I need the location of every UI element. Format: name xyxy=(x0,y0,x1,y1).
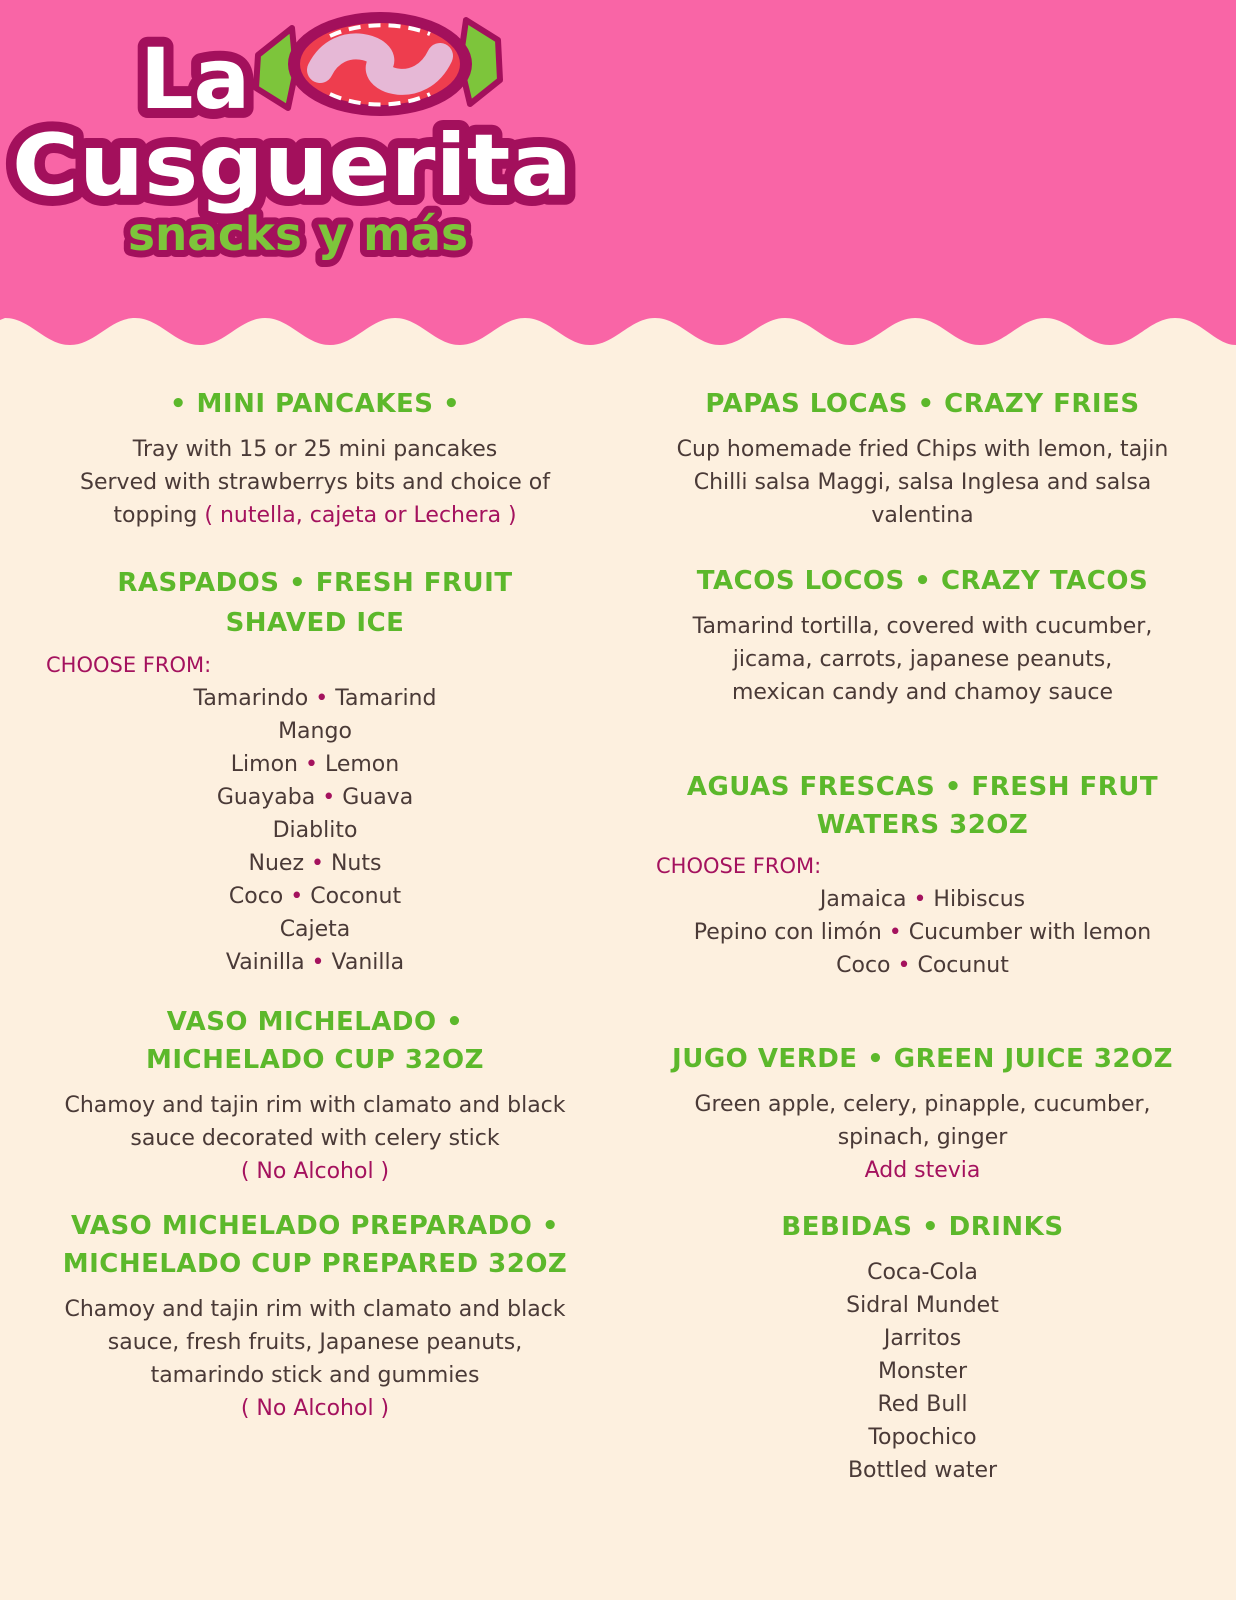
desc-line: spinach, ginger xyxy=(837,1125,1008,1150)
desc-line: valentina xyxy=(871,503,974,528)
header-banner xyxy=(0,0,1236,360)
section-description xyxy=(650,433,1195,532)
flavor-english: Lemon xyxy=(324,752,400,777)
add-stevia-note: Add stevia xyxy=(864,1158,981,1183)
section-description xyxy=(650,1088,1195,1187)
flavor-english: Vanilla xyxy=(331,950,405,975)
flavor-english: Coconut xyxy=(310,884,402,909)
flavor-spanish: Tamarindo xyxy=(193,686,309,711)
section-title xyxy=(650,768,1195,844)
list-item xyxy=(40,847,590,880)
desc-line: Tamarind tortilla, covered with cucumber, xyxy=(692,614,1153,639)
flavor-english: Guava xyxy=(342,785,414,810)
desc-line: jicama, carrots, japanese peanuts, xyxy=(732,647,1113,672)
title-line: RASPADOS • FRESH FRUIT xyxy=(117,568,513,598)
bullet-separator: • xyxy=(304,851,331,876)
section-jugo-verde xyxy=(650,1040,1195,1187)
bullet-separator: • xyxy=(297,752,325,777)
section-title: JUGO VERDE • GREEN JUICE 32OZ xyxy=(672,1044,1173,1074)
section-vaso-michelado-preparado xyxy=(40,1207,590,1425)
section-title xyxy=(40,1003,590,1079)
section-title: TACOS LOCOS • CRAZY TACOS xyxy=(696,566,1149,596)
bullet-separator: • xyxy=(881,920,909,945)
brand-tagline: snacks y más xyxy=(128,207,468,261)
flavor-spanish: Coco xyxy=(836,953,891,978)
bullet-separator: • xyxy=(308,686,336,711)
list-item xyxy=(40,748,590,781)
drink-item: Jarritos xyxy=(883,1326,962,1351)
topping-options: ( nutella, cajeta or Lechera ) xyxy=(204,503,517,528)
list-item xyxy=(650,949,1195,982)
drink-item: Coca-Cola xyxy=(867,1260,978,1285)
title-line: WATERS 32OZ xyxy=(816,810,1029,840)
list-item xyxy=(40,946,590,979)
list-item xyxy=(40,880,590,913)
title-line: SHAVED ICE xyxy=(225,608,405,638)
drink-item: Bottled water xyxy=(847,1458,998,1483)
section-bebidas xyxy=(650,1208,1195,1487)
flavor-english: Tamarind xyxy=(335,686,437,711)
section-papas-locas xyxy=(650,385,1195,532)
section-title xyxy=(40,563,590,643)
desc-line: tamarindo stick and gummies xyxy=(150,1363,480,1388)
title-line: VASO MICHELADO PREPARADO • xyxy=(70,1211,560,1241)
title-line: MICHELADO CUP 32OZ xyxy=(145,1045,484,1075)
section-vaso-michelado xyxy=(40,1003,590,1188)
title-line: VASO MICHELADO • xyxy=(166,1007,464,1037)
section-description xyxy=(40,1293,590,1425)
desc-line: mexican candy and chamoy sauce xyxy=(731,680,1114,705)
section-description xyxy=(650,610,1195,709)
desc-line: Tray with 15 or 25 mini pancakes xyxy=(132,437,498,462)
flavor-spanish: Cajeta xyxy=(279,917,351,942)
bullet-separator: • xyxy=(304,950,332,975)
flavor-spanish: Diablito xyxy=(272,818,358,843)
drink-item: Monster xyxy=(877,1359,968,1384)
list-item xyxy=(40,913,590,946)
desc-text: topping xyxy=(113,503,198,528)
flavor-spanish: Vainilla xyxy=(225,950,305,975)
drink-item: Sidral Mundet xyxy=(846,1293,999,1318)
brand-line2: Cusguerita xyxy=(12,116,572,216)
drink-item: Red Bull xyxy=(877,1392,968,1417)
desc-line: Green apple, celery, pinapple, cucumber, xyxy=(694,1092,1151,1117)
desc-line: Chamoy and tajin rim with clamato and black xyxy=(64,1093,566,1118)
desc-line xyxy=(40,499,590,532)
section-title: • MINI PANCAKES • xyxy=(169,389,461,419)
bullet-separator: • xyxy=(906,887,934,912)
flavor-spanish: Pepino con limón xyxy=(693,920,882,945)
section-raspados xyxy=(40,563,590,979)
no-alcohol-note: ( No Alcohol ) xyxy=(240,1396,390,1421)
list-item xyxy=(40,715,590,748)
desc-line: Served with strawberrys bits and choice of xyxy=(80,470,550,495)
section-mini-pancakes xyxy=(40,385,590,532)
flavor-english: Cocunut xyxy=(917,953,1009,978)
flavor-spanish: Coco xyxy=(228,884,284,909)
list-item xyxy=(650,916,1195,949)
flavor-english: Nuts xyxy=(330,851,382,876)
choose-from-label: CHOOSE FROM: xyxy=(656,854,822,878)
drinks-list xyxy=(650,1256,1195,1487)
no-alcohol-note: ( No Alcohol ) xyxy=(240,1159,390,1184)
bullet-separator: • xyxy=(283,884,311,909)
la-cusguerita-logo xyxy=(0,0,600,270)
flavor-english: Cucumber with lemon xyxy=(908,920,1152,945)
desc-line: sauce decorated with celery stick xyxy=(130,1126,500,1151)
title-line: MICHELADO CUP PREPARED 32OZ xyxy=(62,1249,568,1279)
bullet-separator: • xyxy=(315,785,343,810)
desc-line: sauce, fresh fruits, Japanese peanuts, xyxy=(107,1330,523,1355)
section-title: BEBIDAS • DRINKS xyxy=(781,1212,1064,1242)
flavor-list xyxy=(650,883,1195,982)
flavor-spanish: Mango xyxy=(278,719,352,744)
flavor-list xyxy=(40,682,590,979)
flavor-spanish: Limon xyxy=(230,752,298,777)
desc-line: Cup homemade fried Chips with lemon, tajin xyxy=(676,437,1169,462)
list-item xyxy=(40,814,590,847)
desc-line: Chamoy and tajin rim with clamato and black xyxy=(64,1297,566,1322)
section-aguas-frescas xyxy=(650,768,1195,982)
flavor-spanish: Guayaba xyxy=(216,785,316,810)
flavor-spanish: Nuez xyxy=(248,851,304,876)
list-item xyxy=(650,883,1195,916)
bullet-separator: • xyxy=(890,953,918,978)
candy-icon xyxy=(256,12,500,116)
section-description xyxy=(40,433,590,532)
flavor-english: Hibiscus xyxy=(933,887,1026,912)
section-title: PAPAS LOCAS • CRAZY FRIES xyxy=(705,389,1140,419)
choose-from-label: CHOOSE FROM: xyxy=(46,653,212,677)
title-line: AGUAS FRESCAS • FRESH FRUT xyxy=(686,772,1159,802)
flavor-spanish: Jamaica xyxy=(819,887,907,912)
desc-line: Chilli salsa Maggi, salsa Inglesa and salsa xyxy=(693,470,1152,495)
section-description xyxy=(40,1089,590,1188)
section-title xyxy=(40,1207,590,1283)
list-item xyxy=(40,781,590,814)
brand-line1: La xyxy=(140,30,251,128)
list-item xyxy=(40,682,590,715)
section-tacos-locos xyxy=(650,562,1195,709)
drink-item: Topochico xyxy=(868,1425,977,1450)
